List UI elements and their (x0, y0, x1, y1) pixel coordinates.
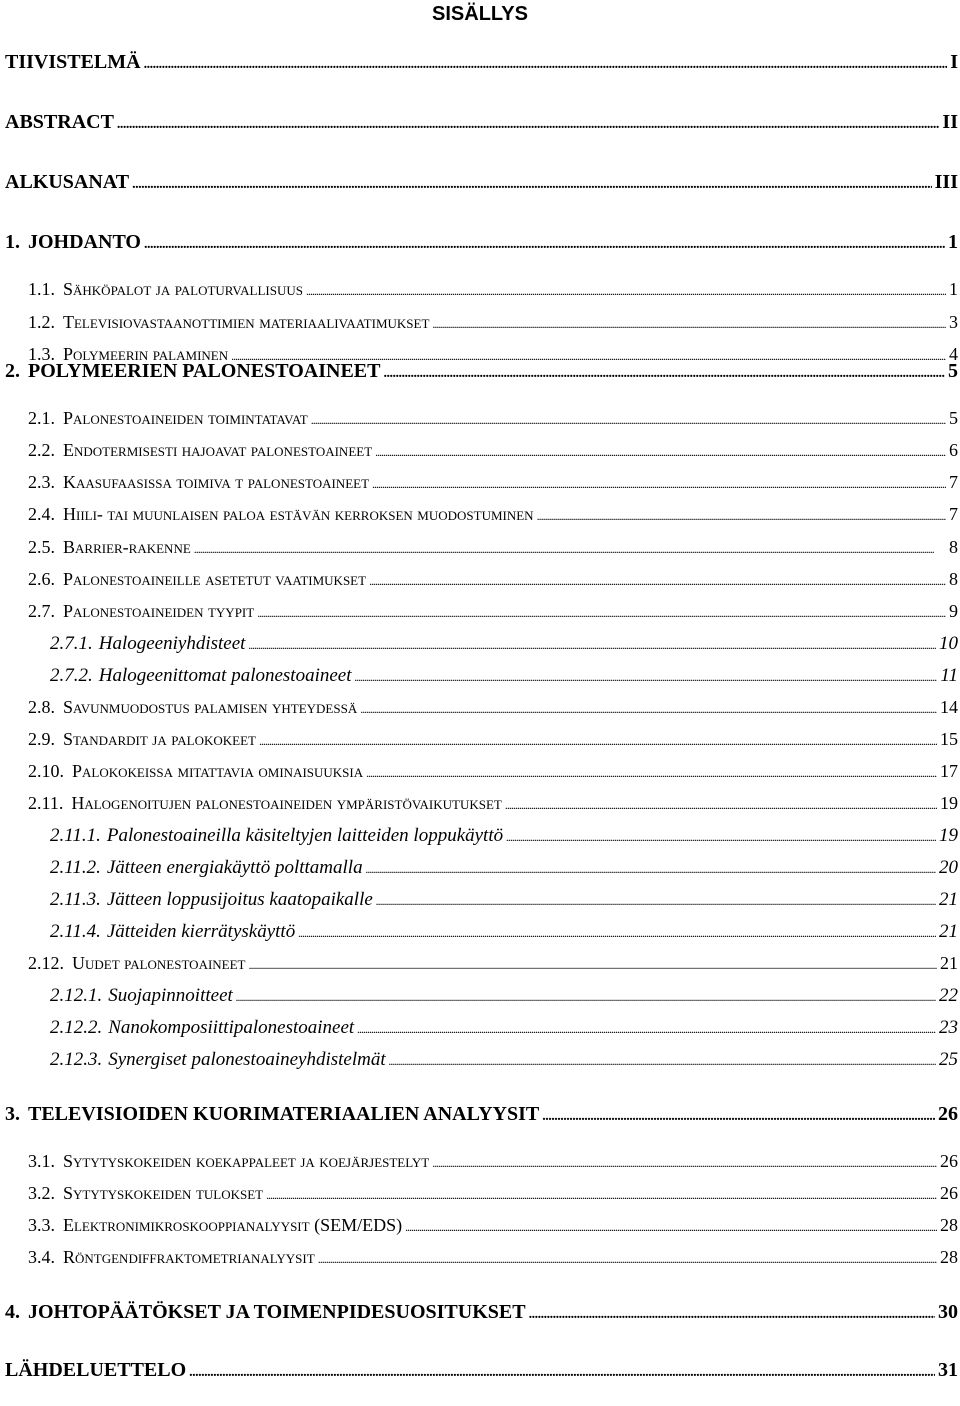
toc-leader-dots (360, 702, 937, 717)
toc-entry[interactable] (28, 601, 958, 622)
toc-entry-number: 2.11.3. (50, 889, 101, 910)
toc-entry-title: Savunmuodostus palamisen yhteydessä (63, 697, 358, 717)
toc-entry-number: 2.7.2. (50, 665, 93, 686)
toc-entry-page: 7 (949, 504, 958, 524)
toc-entry-title: Nanokomposiittipalonestoaineet (108, 1017, 355, 1038)
toc-leader-dots (542, 1109, 935, 1125)
toc-entry[interactable] (28, 279, 958, 300)
toc-leader-dots (372, 477, 946, 492)
toc-entry-title: Halogeenittomat palonestoaineet (98, 665, 352, 686)
toc-entry-number: 2.9. (28, 729, 55, 749)
toc-entry[interactable] (28, 697, 958, 718)
toc-entry-title: JOHTOPÄÄTÖKSET JA TOIMENPIDESUOSITUKSET (28, 1301, 526, 1323)
toc-entry-number: 2.5. (28, 537, 55, 557)
toc-entry-number: 2.1. (28, 408, 55, 428)
toc-entry-page: 6 (949, 440, 958, 460)
toc-entry-page: 28 (940, 1247, 958, 1267)
toc-entry-page: 22 (939, 985, 958, 1006)
toc-entry[interactable] (5, 1103, 958, 1126)
toc-entry-title: Sytytyskokeiden koekappaleet ja koejärjestelyt (63, 1151, 430, 1171)
toc-entry-number: 2.12.2. (50, 1017, 103, 1038)
toc-entry[interactable] (28, 440, 958, 461)
toc-entry-page: 1 (948, 231, 958, 253)
toc-entry[interactable] (5, 171, 958, 194)
toc-leader-dots (384, 366, 946, 382)
toc-entry[interactable] (28, 537, 958, 558)
toc-leader-dots (432, 1156, 937, 1171)
toc-entry-number: 2. (5, 360, 20, 382)
toc-entry[interactable] (50, 921, 958, 943)
toc-leader-dots (117, 117, 940, 133)
toc-entry[interactable] (28, 1247, 958, 1268)
toc-entry[interactable] (50, 857, 958, 879)
toc-entry-page: II (942, 111, 958, 133)
toc-entry-number: 2.4. (28, 504, 55, 524)
toc-entry[interactable] (28, 312, 958, 333)
toc-entry-number: 4. (5, 1301, 20, 1323)
toc-entry-title: Halogenoitujen palonestoaineiden ympäristövaikutukset (71, 793, 502, 813)
toc-entry-page: 15 (940, 729, 958, 749)
toc-entry-title: Televisiovastaanottimien materiaalivaatimukset (63, 312, 430, 332)
toc-entry-page: 23 (939, 1017, 958, 1038)
toc-entry[interactable] (28, 953, 958, 974)
toc-entry[interactable] (28, 408, 958, 429)
toc-entry-page: 5 (948, 360, 958, 382)
toc-entry-number: 2.2. (28, 440, 55, 460)
toc-entry-page: 4 (949, 344, 958, 364)
toc-entry[interactable] (5, 1359, 958, 1382)
toc-entry-title: Jätteiden kierrätyskäyttö (106, 921, 296, 942)
toc-entry-title: Suojapinnoitteet (108, 985, 233, 1006)
toc-entry-number: 1.3. (28, 344, 55, 364)
toc-entry-number: 2.11.4. (50, 921, 101, 942)
toc-entry-page: 21 (939, 889, 958, 910)
toc-entry-number: 2.6. (28, 569, 55, 589)
toc-entry-page: 7 (949, 472, 958, 492)
toc-entry-page: 26 (938, 1103, 958, 1125)
toc-entry[interactable] (28, 793, 958, 814)
toc-entry-title: Elektronimikroskooppianalyysit (SEM/EDS) (63, 1215, 403, 1235)
toc-leader-dots (194, 542, 946, 557)
toc-entry[interactable] (28, 1215, 958, 1236)
toc-leader-dots (357, 1022, 936, 1037)
toc-entry-title: ABSTRACT (5, 111, 114, 133)
toc-entry-title: Palonestoaineiden tyypit (63, 601, 255, 621)
toc-entry-number: 1.1. (28, 279, 55, 299)
toc-entry[interactable] (50, 825, 958, 847)
toc-leader-dots (375, 445, 946, 460)
toc-entry-title: Jätteen energiakäyttö polttamalla (106, 857, 363, 878)
toc-leader-dots (355, 670, 938, 685)
toc-entry-number: 2.7.1. (50, 633, 93, 654)
toc-entry-number: 2.12. (28, 953, 64, 973)
toc-entry-number: 2.11.1. (50, 825, 101, 846)
toc-entry-number: 3.4. (28, 1247, 55, 1267)
toc-entry-title: Uudet palonestoaineet (72, 953, 246, 973)
toc-leader-dots (259, 734, 937, 749)
toc-entry[interactable] (50, 985, 958, 1007)
toc-entry-title: Sytytyskokeiden tulokset (63, 1183, 264, 1203)
toc-leader-dots (248, 638, 936, 653)
toc-entry-number: 1. (5, 231, 20, 253)
toc-entry-title: Kaasufaasissa toimiva t palonestoaineet (63, 472, 370, 492)
toc-entry-number: 3.1. (28, 1151, 55, 1171)
toc-entry-title: Standardit ja palokokeet (63, 729, 256, 749)
toc-entry-title: LÄHDELUETTELO (5, 1359, 187, 1381)
toc-entry-number: 1.2. (28, 312, 55, 332)
toc-entry-page: III (934, 171, 958, 193)
toc-entry-title: Jätteen loppusijoitus kaatopaikalle (106, 889, 373, 910)
toc-entry-title: Hiili- tai muunlaisen paloa estävän kerroksen muodostuminen (63, 504, 534, 524)
toc-entry-number: 2.8. (28, 697, 55, 717)
toc-entry[interactable] (5, 51, 958, 74)
toc-entry-title: Barrier-rakenne (63, 537, 191, 557)
toc-entry-title: Polymeerin palaminen (63, 344, 229, 364)
toc-entry-title: Palonestoaineilla käsiteltyjen laitteiden loppukäyttö (106, 825, 504, 846)
toc-entry-title: TELEVISIOIDEN KUORIMATERIAALIEN ANALYYSIT (28, 1103, 540, 1125)
toc-entry-page: 8 (949, 537, 958, 557)
toc-entry[interactable] (50, 1049, 958, 1071)
toc-entry-title: Palonestoaineille asetetut vaatimukset (63, 569, 367, 589)
toc-entry[interactable] (28, 1151, 958, 1172)
toc-leader-dots (537, 509, 946, 524)
toc-leader-dots (432, 317, 946, 332)
toc-entry-title: TIIVISTELMÄ (5, 51, 141, 73)
toc-entry-title: JOHDANTO (28, 231, 141, 253)
toc-entry[interactable] (28, 761, 958, 782)
toc-leader-dots (257, 606, 946, 621)
toc-leader-dots (249, 958, 938, 973)
toc-entry-page: 11 (940, 665, 958, 686)
toc-entry-title: Halogeeniyhdisteet (98, 633, 246, 654)
toc-leader-dots (405, 1220, 937, 1235)
toc-leader-dots (189, 1365, 935, 1381)
toc-entry-title: Palonestoaineiden toimintatavat (63, 408, 308, 428)
toc-leader-dots (376, 894, 936, 909)
toc-entry-page: 31 (938, 1359, 958, 1381)
toc-entry-page: 10 (939, 633, 958, 654)
toc-entry-page: 20 (939, 857, 958, 878)
toc-entry[interactable] (5, 360, 958, 383)
toc-entry-page: 30 (938, 1301, 958, 1323)
toc-leader-dots (506, 830, 936, 845)
toc-leader-dots (306, 284, 946, 299)
toc-entry-number: 2.12.1. (50, 985, 103, 1006)
toc-entry[interactable] (50, 633, 958, 655)
toc-leader-dots (318, 1252, 937, 1267)
toc-entry-page: 21 (940, 953, 958, 973)
toc-entry-page: 5 (949, 408, 958, 428)
toc-entry[interactable] (28, 729, 958, 750)
toc-entry-number: 2.11.2. (50, 857, 101, 878)
toc-entry-page: 14 (940, 697, 958, 717)
toc-leader-dots (366, 766, 937, 781)
toc-leader-dots (505, 798, 937, 813)
toc-entry-page: 19 (940, 793, 958, 813)
toc-leader-dots (369, 574, 946, 589)
toc-entry-page: I (950, 51, 958, 73)
toc-entry-page: 26 (940, 1151, 958, 1171)
toc-entry[interactable] (5, 1301, 958, 1324)
toc-entry-page: 1 (949, 279, 958, 299)
toc-entry-number: 3. (5, 1103, 20, 1125)
toc-entry-number: 2.7. (28, 601, 55, 621)
toc-leader-dots (266, 1188, 937, 1203)
toc-entry-title: Palokokeissa mitattavia ominaisuuksia (72, 761, 364, 781)
toc-entry-number: 3.2. (28, 1183, 55, 1203)
toc-entry[interactable] (50, 665, 958, 687)
toc-entry-page: 9 (949, 601, 958, 621)
toc-leader-dots (529, 1307, 935, 1323)
toc-entry-title: Synergiset palonestoaineyhdistelmät (108, 1049, 386, 1070)
toc-entry-title: POLYMEERIEN PALONESTOAINEET (28, 360, 381, 382)
toc-entry-title: Endotermisesti hajoavat palonestoaineet (63, 440, 373, 460)
toc-entry[interactable] (5, 231, 958, 254)
toc-entry-title: Sähköpalot ja paloturvallisuus (63, 279, 303, 299)
toc-entry[interactable] (28, 569, 958, 590)
toc-entry-title: ALKUSANAT (5, 171, 130, 193)
toc-entry-title: Röntgendiffraktometrianalyysit (63, 1247, 315, 1267)
toc-leader-dots (144, 57, 948, 73)
toc-entry[interactable] (28, 1183, 958, 1204)
toc-entry-number: 2.10. (28, 761, 64, 781)
toc-entry-page: 28 (940, 1215, 958, 1235)
toc-entry[interactable] (50, 1017, 958, 1039)
toc-leader-dots (236, 990, 936, 1005)
toc-entry-number: 3.3. (28, 1215, 55, 1235)
toc-entry-page: 17 (940, 761, 958, 781)
toc-entry-number: 2.12.3. (50, 1049, 103, 1070)
toc-leader-dots (311, 413, 946, 428)
toc-leader-dots (389, 1054, 936, 1069)
toc-entry-page: 25 (939, 1049, 958, 1070)
toc-leader-dots (366, 862, 936, 877)
toc-entry-number: 2.11. (28, 793, 64, 813)
toc-leader-dots (144, 237, 945, 253)
toc-entry-page: 8 (949, 569, 958, 589)
toc-entry[interactable] (5, 111, 958, 134)
toc-entry-page: 19 (939, 825, 958, 846)
toc-entry-number: 2.3. (28, 472, 55, 492)
toc-entry-page: 3 (949, 312, 958, 332)
toc-entry[interactable] (28, 504, 958, 525)
toc-entry-page: 26 (940, 1183, 958, 1203)
toc-leader-dots (298, 926, 936, 941)
toc-entry-page: 21 (939, 921, 958, 942)
toc-entry[interactable] (28, 472, 958, 493)
toc-entry[interactable] (50, 889, 958, 911)
page-title: SISÄLLYS (432, 3, 528, 25)
toc-leader-dots (132, 177, 932, 193)
